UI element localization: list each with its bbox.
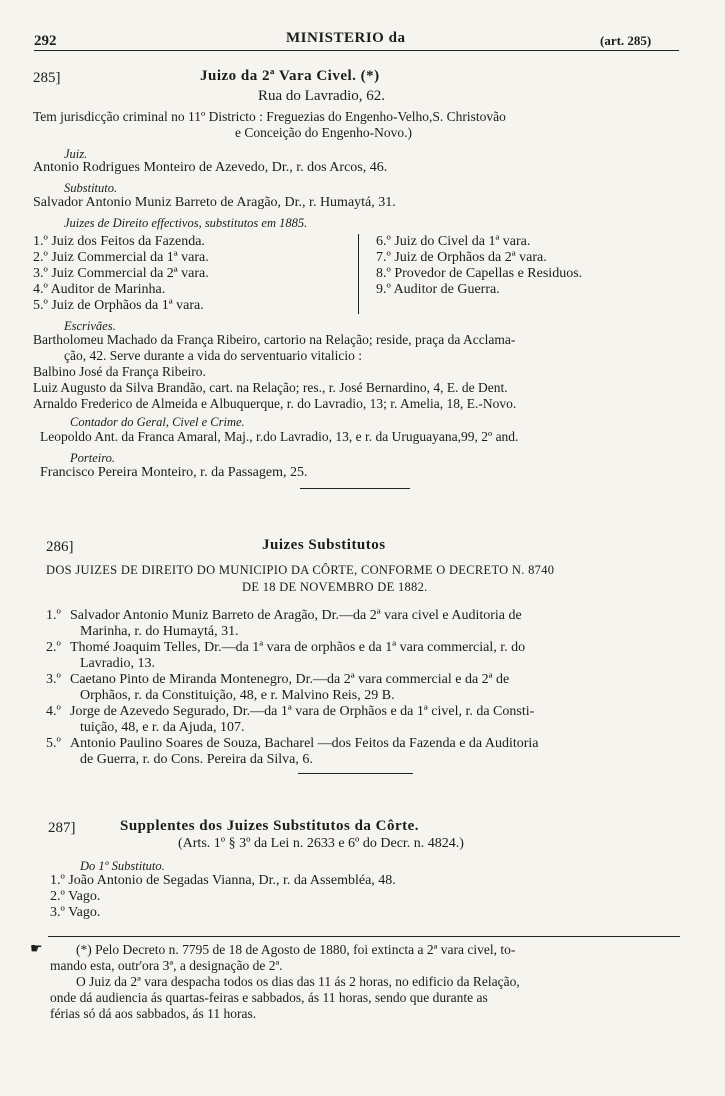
escrivao-1-line-2: ção, 42. Serve durante a vida do serventuario vitalicio : xyxy=(64,348,363,363)
list-item: 8.º Provedor de Capellas e Residuos. xyxy=(376,266,583,281)
section-286-title: Juizes Substitutos xyxy=(262,537,386,553)
escrivao-1-line-3: Balbino José da França Ribeiro. xyxy=(33,364,206,379)
footnote-rule xyxy=(48,936,680,937)
section-285-address: Rua do Lavradio, 62. xyxy=(258,88,386,104)
running-title: MINISTERIO da xyxy=(286,30,406,46)
contador-name: Leopoldo Ant. da Franca Amaral, Maj., r.do Lavradio, 13, e r. da Uruguayana,99, 2º and. xyxy=(40,429,519,444)
column-divider xyxy=(358,234,359,314)
supplente-2: 2.º Vago. xyxy=(50,889,101,904)
footnote-line-1: (*) Pelo Decreto n. 7795 de 18 de Agosto de 1880, foi extincta a 2ª vara civel, to- xyxy=(76,942,516,957)
substituto-name: Salvador Antonio Muniz Barreto de Aragão, Dr., r. Humaytá, 31. xyxy=(33,195,396,210)
footnote-line-4: onde dá audiencia ás quartas-feiras e sabbados, ás 11 horas, sendo que durante as xyxy=(50,990,488,1005)
substituto-label: Substituto. xyxy=(64,181,118,195)
judges-left-list xyxy=(33,234,209,314)
section-287-subtitle: (Arts. 1º § 3º da Lei n. 2633 e 6º do Decr. n. 4824.) xyxy=(178,836,464,851)
substitute-5-line-1: Antonio Paulino Soares de Souza, Bacharel —dos Feitos da Fazenda e da Auditoria xyxy=(70,736,539,751)
substitute-3-line-1: Caetano Pinto de Miranda Montenegro, Dr.—da 2ª vara commercial e da 2ª de xyxy=(70,672,510,687)
substitute-2-number: 2.º xyxy=(46,640,61,655)
footnote-line-2: mando esta, outr'ora 3ª, a designação de 2ª. xyxy=(50,958,283,973)
section-287-number: 287] xyxy=(48,820,76,836)
section-287-title: Supplentes dos Juizes Substitutos da Côrte. xyxy=(120,818,420,834)
substitute-4-number: 4.º xyxy=(46,704,61,719)
footnote-line-5: férias só dá aos sabbados, ás 11 horas. xyxy=(50,1006,257,1021)
section-285-title: Juizo da 2ª Vara Civel. (*) xyxy=(200,68,380,84)
section-rule xyxy=(300,488,410,489)
substitute-1-number: 1.º xyxy=(46,608,61,623)
substitute-3-number: 3.º xyxy=(46,672,61,687)
footnote-line-3: O Juiz da 2ª vara despacha todos os dias das 11 ás 2 horas, no edificio da Relação, xyxy=(76,974,520,989)
juiz-label: Juiz. xyxy=(64,147,88,161)
supplente-3: 3.º Vago. xyxy=(50,905,101,920)
escrivao-2: Luiz Augusto da Silva Brandão, cart. na Relação; res., r. José Bernardino, 4, E. de Dent. xyxy=(33,380,508,395)
substitute-5-number: 5.º xyxy=(46,736,61,751)
list-item: 4.º Auditor de Marinha. xyxy=(33,282,166,297)
jurisdiction-line-1: Tem jurisdicção criminal no 11º Districto : Freguezias do Engenho-Velho,S. Christovão xyxy=(33,109,506,124)
porteiro-label: Porteiro. xyxy=(70,451,116,465)
section-286-subtitle-2: DE 18 DE NOVEMBRO DE 1882. xyxy=(242,580,428,594)
escrivaes-label: Escrivães. xyxy=(64,319,116,333)
juizes-label: Juizes de Direito effectivos, substitutos em 1885. xyxy=(64,216,308,230)
substitute-3-line-2: Orphãos, r. da Constituição, 48, e r. Malvino Reis, 29 B. xyxy=(80,688,395,703)
escrivao-3: Arnaldo Frederico de Almeida e Albuquerque, r. do Lavradio, 13; r. Amelia, 18, E.-Novo. xyxy=(33,396,517,411)
judges-right-list xyxy=(376,234,582,298)
supplentes-label: Do 1º Substituto. xyxy=(80,859,165,873)
list-item: 7.º Juiz de Orphãos da 2ª vara. xyxy=(376,250,547,265)
substitute-1-line-2: Marinha, r. do Humaytá, 31. xyxy=(80,624,239,639)
list-item: 6.º Juiz do Civel da 1ª vara. xyxy=(376,234,531,249)
substitute-2-line-2: Lavradio, 13. xyxy=(80,656,156,671)
substitute-4-line-2: tuição, 48, e r. da Ajuda, 107. xyxy=(80,720,245,735)
list-item: 2.º Juiz Commercial da 1ª vara. xyxy=(33,250,209,265)
escrivao-1-line-1: Bartholomeu Machado da França Ribeiro, cartorio na Relação; reside, praça da Acclama- xyxy=(33,332,516,347)
section-286-subtitle-1: DOS JUIZES DE DIREITO DO MUNICIPIO DA CÔRTE, CONFORME O DECRETO N. 8740 xyxy=(46,563,555,577)
list-item: 1.º Juiz dos Feitos da Fazenda. xyxy=(33,234,205,249)
supplente-1: 1.º João Antonio de Segadas Vianna, Dr., r. da Assembléa, 48. xyxy=(50,873,396,888)
substitute-5-line-2: de Guerra, r. do Cons. Pereira da Silva, 6. xyxy=(80,752,313,767)
list-item: 5.º Juiz de Orphãos da 1ª vara. xyxy=(33,298,204,313)
pointing-hand-icon: ☛ xyxy=(30,942,43,957)
list-item: 3.º Juiz Commercial da 2ª vara. xyxy=(33,266,209,281)
page-number: 292 xyxy=(34,33,57,49)
contador-label: Contador do Geral, Civel e Crime. xyxy=(70,415,245,429)
section-286-number: 286] xyxy=(46,539,74,555)
substitute-4-line-1: Jorge de Azevedo Segurado, Dr.—da 1ª vara de Orphãos e da 1ª civel, r. da Consti- xyxy=(70,704,535,719)
porteiro-name: Francisco Pereira Monteiro, r. da Passagem, 25. xyxy=(40,465,308,480)
jurisdiction-line-2: e Conceição do Engenho-Novo.) xyxy=(235,125,412,140)
list-item: 9.º Auditor de Guerra. xyxy=(376,282,500,297)
substitute-1-line-1: Salvador Antonio Muniz Barreto de Aragão, Dr.—da 2ª vara civel e Auditoria de xyxy=(70,608,522,623)
article-reference: (art. 285) xyxy=(600,33,652,48)
section-285-number: 285] xyxy=(33,70,61,86)
juiz-name: Antonio Rodrigues Monteiro de Azevedo, Dr., r. dos Arcos, 46. xyxy=(33,160,388,175)
section-rule xyxy=(298,773,413,774)
header-rule xyxy=(34,50,679,51)
substitute-2-line-1: Thomé Joaquim Telles, Dr.—da 1ª vara de orphãos e da 1ª vara commercial, r. do xyxy=(70,640,526,655)
